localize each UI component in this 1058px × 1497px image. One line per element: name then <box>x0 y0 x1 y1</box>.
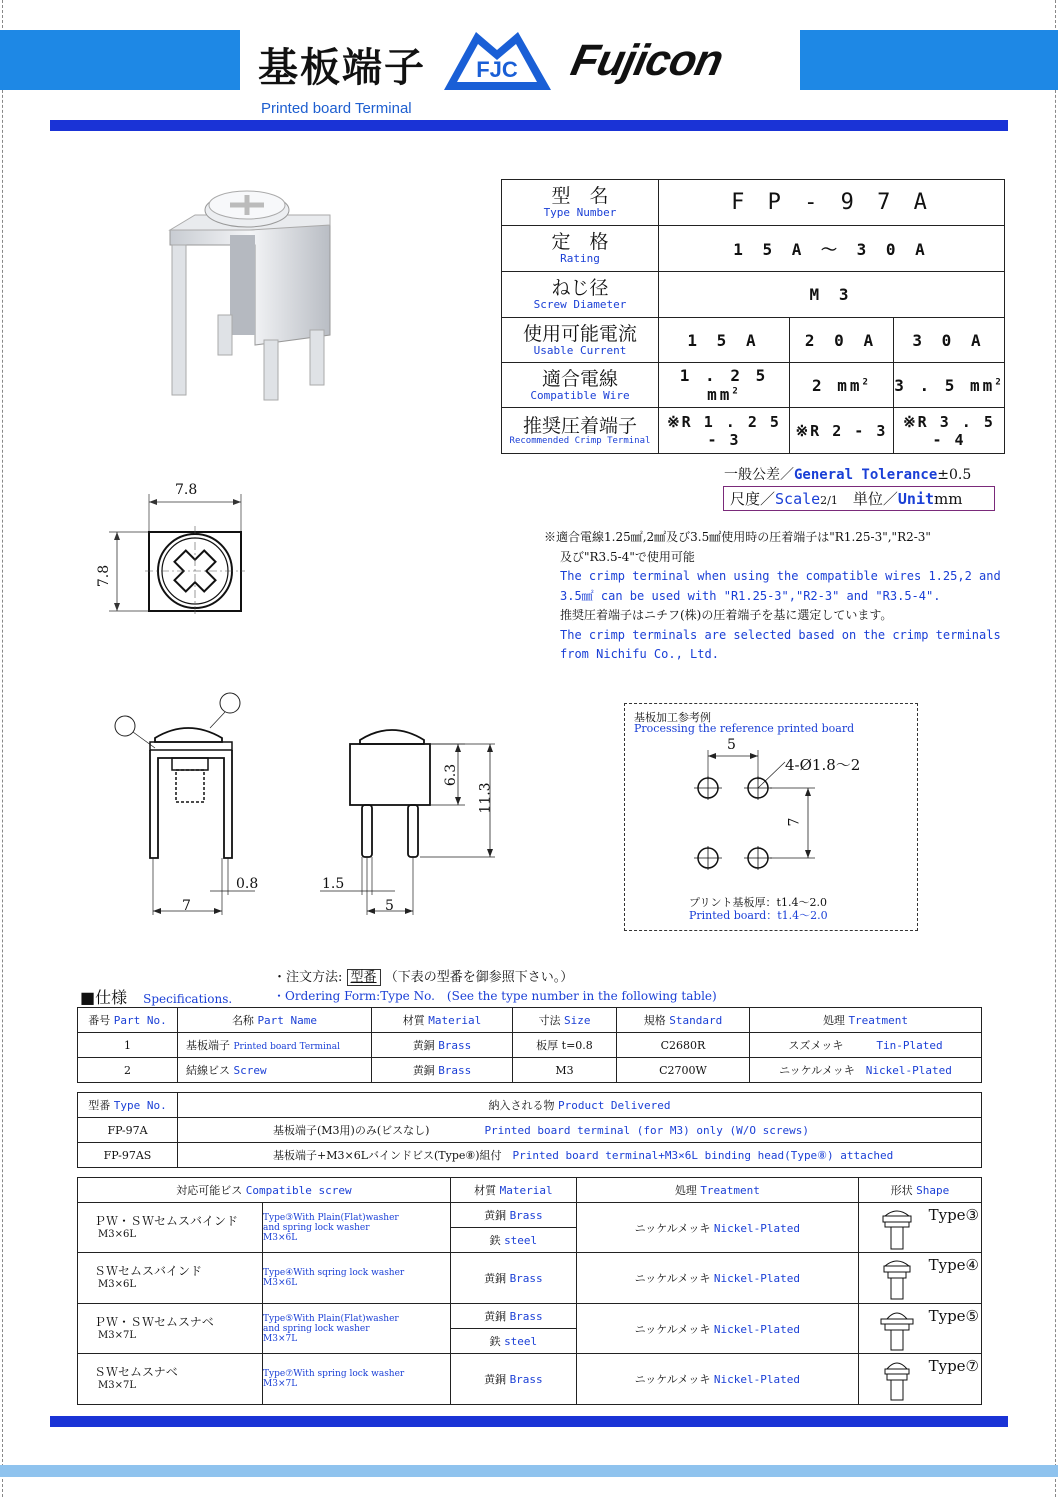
note-line-4: 3.5㎟ can be used with "R1.25-3","R2-3" and "R3.5-4". <box>560 588 941 603</box>
table-row <box>78 1058 982 1083</box>
top-height-dim: 7.8 <box>96 564 113 588</box>
screw-name: ＳＷセムスナベ M3×7L <box>78 1354 263 1405</box>
parts-header-name: 名称 Part Name <box>178 1008 372 1033</box>
parts-header-material: 材質 Material <box>372 1008 513 1033</box>
brand-logo: Fujicon <box>566 36 727 85</box>
page-border-left <box>2 0 3 1497</box>
note-line-1: ※適合電線1.25㎟,2㎟及び3.5㎟使用時の圧着端子は"R1.25-3","R2-3" <box>544 530 931 544</box>
part-size: 板厚 t=0.8 <box>513 1033 617 1058</box>
table-row <box>78 1253 982 1304</box>
rating-label: 定 格 Rating <box>502 226 659 272</box>
screw-treatment: ニッケルメッキ Nickel-Plated <box>576 1304 858 1354</box>
fjc-logo-text: FJC <box>476 57 518 82</box>
fjc-logo <box>440 30 555 92</box>
screw-material: 黄銅 Brass <box>450 1203 576 1228</box>
parts-header-size: 寸法 Size <box>513 1008 617 1033</box>
screw-header-treatment: 処理 Treatment <box>576 1178 858 1203</box>
screw-type-label: Type④ <box>928 1256 979 1274</box>
top-divider-bar <box>50 120 1008 131</box>
screw-type4-icon <box>877 1256 917 1300</box>
screw-shape <box>858 1304 981 1354</box>
part-no: 2 <box>78 1058 178 1083</box>
screw-type-label: Type③ <box>928 1205 979 1224</box>
table-row <box>78 1304 982 1329</box>
type-header-product: 納入される物 Product Delivered <box>178 1093 982 1118</box>
part-no: 1 <box>78 1033 178 1058</box>
page-border-right <box>1055 0 1056 1497</box>
screw-desc: Type③With Plain(Flat)washer and spring lock washer M3×6L <box>263 1203 451 1253</box>
note-line-3: The crimp terminal when using the compatible wires 1.25,2 and <box>560 569 1001 583</box>
screw-diameter-value: M 3 <box>659 272 1005 318</box>
pcb-y-dim: 7 <box>786 817 803 827</box>
part-treatment: ニッケルメッキ Nickel-Plated <box>750 1058 982 1083</box>
note-line-2: 及び"R3.5-4"で使用可能 <box>560 549 695 564</box>
screw-treatment: ニッケルメッキ Nickel-Plated <box>576 1253 858 1304</box>
parts-table <box>77 1007 982 1083</box>
type-product: 基板端子(M3用)のみ(ビスなし) Printed board terminal (for M3) only (W/O screws) <box>178 1118 982 1143</box>
screw-desc: Type⑤With Plain(Flat)washer and spring lock washer M3×7L <box>263 1304 451 1354</box>
compatible-wire-1: 1 . 2 5 $mm^2$ <box>659 363 790 408</box>
spec-table <box>501 179 1005 454</box>
terminal-3d-illustration <box>160 185 350 415</box>
screw-type-label: Type⑦ <box>928 1357 979 1375</box>
front-width-dim: 5 <box>385 898 394 914</box>
pcb-x-dim: 5 <box>727 737 736 753</box>
table-row <box>78 1354 982 1405</box>
parts-header-standard: 規格 Standard <box>617 1008 750 1033</box>
pcb-thickness-en: Printed board：t1.4～2.0 <box>689 909 828 922</box>
part-standard: C2700W <box>617 1058 750 1083</box>
front-h1-dim: 6.3 <box>443 763 460 787</box>
table-row <box>78 1033 982 1058</box>
front-h2-dim: 11.3 <box>477 782 494 814</box>
part-name: 結線ビス Screw <box>178 1058 372 1083</box>
screw-desc: Type④With sqring lock washer M3×6L <box>263 1253 451 1304</box>
type-no: FP-97A <box>78 1118 178 1143</box>
screw-material: 黄銅 Brass <box>450 1304 576 1329</box>
type-no: FP-97AS <box>78 1143 178 1168</box>
crimp-notes <box>544 528 1014 665</box>
general-tolerance: 一般公差／General Tolerance±0.5 <box>724 467 972 483</box>
page-subtitle: Printed board Terminal <box>261 100 412 117</box>
part-material: 黄銅 Brass <box>372 1058 513 1083</box>
screw-shape <box>858 1203 981 1253</box>
screw-material: 黄銅 Brass <box>450 1354 576 1405</box>
screw-header-material: 材質 Material <box>450 1178 576 1203</box>
note-line-5: 推奨圧着端子はニチフ(株)の圧着端子を基に選定しています。 <box>560 608 893 622</box>
rating-value: 1 5 A ～ 3 0 A <box>659 226 1005 272</box>
top-width-dim: 7.8 <box>175 482 198 498</box>
part-standard: C2680R <box>617 1033 750 1058</box>
parts-header-treatment: 処理 Treatment <box>750 1008 982 1033</box>
top-view-drawing <box>95 480 255 620</box>
footer-band <box>0 1465 1058 1477</box>
screw-type3-icon <box>877 1206 917 1250</box>
screw-treatment: ニッケルメッキ Nickel-Plated <box>576 1354 858 1405</box>
table-row <box>78 1143 982 1168</box>
pcb-title-en: Processing the reference printed board <box>634 722 855 735</box>
usable-current-15a: 1 5 A <box>659 318 790 363</box>
screw-desc: Type⑦With spring lock washer M3×7L <box>263 1354 451 1405</box>
part-name: 基板端子 Printed board Terminal <box>178 1033 372 1058</box>
type-number-label: 型 名 Type Number <box>502 180 659 226</box>
pcb-thickness-jp: プリント基板厚：t1.4～2.0 <box>689 896 827 909</box>
screw-name: ＰＷ・ＳＷセムスバインド M3×6L <box>78 1203 263 1253</box>
order-method-en: ・Ordering Form:Type No. (See the type number in the following table) <box>273 989 717 1003</box>
compatible-wire-3: 3 . 5 $mm^2$ <box>894 363 1005 408</box>
screw-type7-icon <box>877 1357 917 1401</box>
screw-treatment: ニッケルメッキ Nickel-Plated <box>576 1203 858 1253</box>
screw-header-shape: 形状 Shape <box>858 1178 981 1203</box>
type-header-no: 型番 Type No. <box>78 1093 178 1118</box>
front-gap-dim: 1.5 <box>322 876 345 892</box>
side-width-dim: 7 <box>182 898 191 914</box>
note-line-7: from Nichifu Co., Ltd. <box>560 647 719 661</box>
specs-heading: ■仕様 Specifications. <box>80 988 233 1007</box>
crimp-terminal-3: ※R 3 . 5 - 4 <box>894 408 1005 454</box>
screw-type-label: Type⑤ <box>928 1306 979 1325</box>
screw-material: 鉄 steel <box>450 1329 576 1354</box>
screw-table <box>77 1177 982 1405</box>
compatible-wire-2: 2 $mm^2$ <box>790 363 894 408</box>
compatible-wire-label: 適合電線 Compatible Wire <box>502 363 659 408</box>
screw-diameter-label: ねじ径 Screw Diameter <box>502 272 659 318</box>
screw-material: 鉄 steel <box>450 1228 576 1253</box>
crimp-terminal-1: ※R 1 . 2 5 - 3 <box>659 408 790 454</box>
page-title: 基板端子 <box>258 45 426 91</box>
parts-header-no: 番号 Part No. <box>78 1008 178 1033</box>
usable-current-20a: 2 0 A <box>790 318 894 363</box>
pcb-title-jp: 基板加工参考例 <box>634 711 711 724</box>
screw-name: ＰＷ・ＳＷセムスナベ M3×7L <box>78 1304 263 1354</box>
screw-name: ＳＷセムスバインド M3×6L <box>78 1253 263 1304</box>
note-line-6: The crimp terminals are selected based on the crimp terminals <box>560 627 1001 642</box>
part-size: M3 <box>513 1058 617 1083</box>
part-treatment: スズメッキ Tin-Plated <box>750 1033 982 1058</box>
screw-header-compat: 対応可能ビス Compatible screw <box>78 1178 451 1203</box>
order-method-jp: ・注文方法: 型番 （下表の型番を御参照下さい。） <box>273 970 574 985</box>
table-row <box>78 1203 982 1228</box>
bottom-divider-bar <box>50 1416 1008 1427</box>
screw-shape <box>858 1253 981 1304</box>
screw-shape <box>858 1354 981 1405</box>
screw-type5-icon <box>877 1307 917 1351</box>
table-row <box>78 1118 982 1143</box>
crimp-terminal-2: ※R 2 - 3 <box>790 408 894 454</box>
usable-current-label: 使用可能電流 Usable Current <box>502 318 659 363</box>
screw-material: 黄銅 Brass <box>450 1253 576 1304</box>
side-pin-dim: 0.8 <box>236 876 259 892</box>
type-table <box>77 1092 982 1168</box>
pcb-hole-dim: 4-Ø1.8～2 <box>785 756 861 774</box>
type-number-value: F P - 9 7 A <box>659 180 1005 226</box>
part-material: 黄銅 Brass <box>372 1033 513 1058</box>
scale-unit-box: 尺度／Scale2/1 単位／Unitmm <box>723 486 995 511</box>
type-product: 基板端子+M3×6Lバインドビス(Type⑧)組付 Printed board terminal+M3×6L binding head(Type⑧) attached <box>178 1143 982 1168</box>
crimp-terminal-label: 推奨圧着端子 Recommended Crimp Terminal <box>502 408 659 454</box>
usable-current-30a: 3 0 A <box>894 318 1005 363</box>
